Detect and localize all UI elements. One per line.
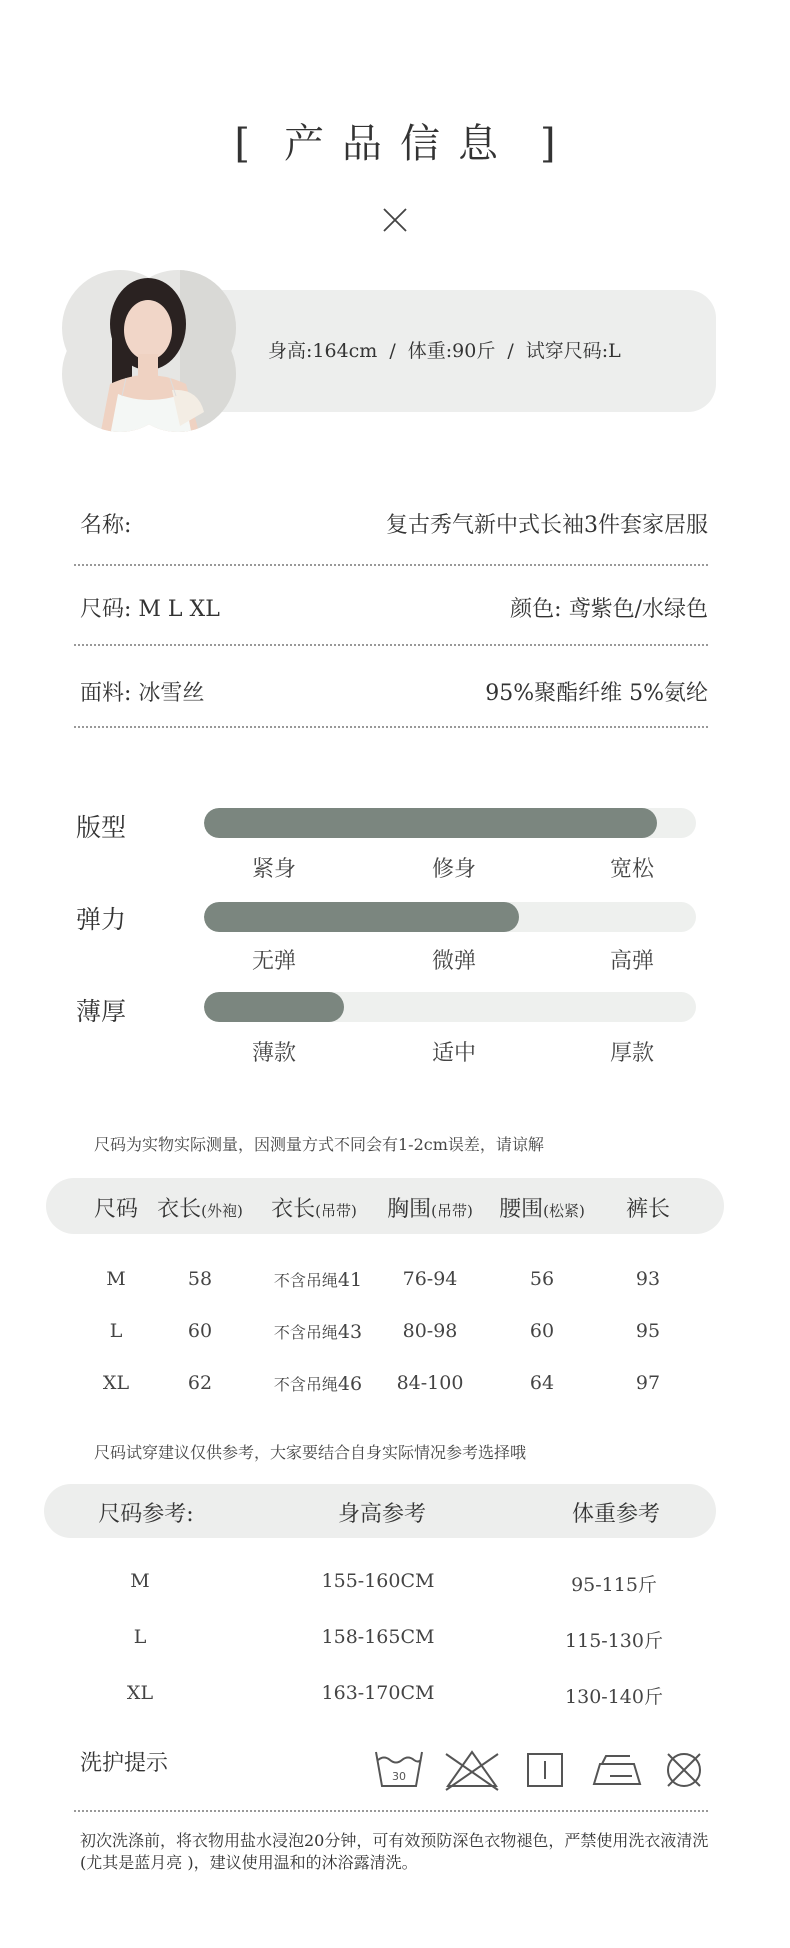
scale-track	[204, 808, 696, 838]
dotted-divider	[74, 564, 708, 566]
cell-cami	[274, 1372, 362, 1395]
fabric-value: 95%聚酯纤维 5%氨纶	[485, 681, 708, 706]
cell-cami-value: 41	[337, 1269, 363, 1291]
ref-cell-weight: 115-130斤	[565, 1630, 663, 1652]
ref-cell-size: M	[130, 1570, 150, 1592]
header-sub: (松紧)	[543, 1202, 585, 1220]
size-label: 尺码: M L XL	[80, 597, 220, 622]
header-size	[94, 1192, 138, 1223]
cell-cami	[274, 1320, 362, 1343]
cell-cami-prefix: 不含吊绳	[273, 1271, 338, 1290]
scale-fill	[204, 992, 344, 1022]
ref-header-weight: 体重参考	[571, 1502, 661, 1527]
cell-cami-value: 43	[337, 1321, 363, 1343]
name-value: 复古秀气新中式长袖3件套家居服	[386, 513, 708, 538]
care-icons	[372, 1748, 712, 1792]
ref-cell-height: 163-170CM	[321, 1682, 435, 1704]
cell-cami	[274, 1268, 362, 1291]
care-title: 洗护提示	[80, 1751, 169, 1776]
cell-pants: 97	[635, 1372, 661, 1394]
model-trial-size: 试穿尺码:L	[525, 340, 621, 362]
header-main: 胸围	[387, 1197, 432, 1222]
ref-header-size: 尺码参考:	[98, 1502, 194, 1527]
scale-tick: 适中	[431, 1041, 477, 1066]
scale-tick: 紧身	[251, 857, 297, 882]
header-main: 裤长	[625, 1197, 671, 1222]
separator: /	[389, 340, 396, 362]
ref-header-height: 身高参考	[337, 1502, 427, 1527]
scale-label: 薄厚	[76, 997, 127, 1026]
wash-30-icon	[376, 1752, 422, 1786]
ref-cell-height: 155-160CM	[321, 1570, 435, 1592]
scale-label: 弹力	[76, 905, 127, 934]
model-weight: 体重:90斤	[407, 340, 496, 362]
ref-cell-size: XL	[126, 1682, 154, 1704]
cell-size: L	[109, 1320, 123, 1342]
model-measurements	[268, 336, 621, 363]
header-main: 衣长	[271, 1197, 316, 1222]
ref-cell-height: 158-165CM	[321, 1626, 435, 1648]
scale-track	[204, 902, 696, 932]
header-sub: (吊带)	[315, 1202, 357, 1220]
scale-tick: 无弹	[251, 949, 297, 974]
bracket-left: [	[234, 121, 250, 167]
model-height: 身高:164cm	[268, 340, 378, 362]
cell-robe: 62	[187, 1372, 213, 1394]
scale-fill	[204, 902, 519, 932]
cell-chest: 84-100	[396, 1372, 464, 1394]
title-text: 产品信息	[284, 121, 516, 167]
scale-fill	[204, 808, 657, 838]
ref-cell-size: L	[133, 1626, 147, 1648]
cell-size: XL	[102, 1372, 130, 1394]
close-icon	[381, 206, 409, 234]
cell-robe: 58	[187, 1268, 213, 1290]
header-waist	[499, 1192, 585, 1223]
dotted-divider	[74, 644, 708, 646]
scale-tick: 微弹	[431, 949, 477, 974]
no-dryclean-icon	[668, 1754, 700, 1786]
cell-size: M	[106, 1268, 126, 1290]
cell-waist: 60	[529, 1320, 555, 1342]
cell-waist: 64	[529, 1372, 555, 1394]
scale-tick: 宽松	[609, 857, 655, 882]
line-dry-icon	[528, 1754, 562, 1786]
header-robe-length	[157, 1192, 243, 1223]
cell-cami-prefix: 不含吊绳	[273, 1323, 338, 1342]
cell-cami-prefix: 不含吊绳	[273, 1375, 338, 1394]
cell-cami-value: 46	[337, 1373, 363, 1395]
size-table-header	[46, 1178, 724, 1234]
cell-pants: 95	[635, 1320, 661, 1342]
scale-tick: 高弹	[609, 949, 655, 974]
scale-track	[204, 992, 696, 1022]
model-avatar	[60, 266, 238, 436]
cell-chest: 76-94	[402, 1268, 458, 1290]
color-label: 颜色: 鸢紫色/水绿色	[510, 597, 708, 622]
name-label: 名称:	[80, 513, 132, 538]
header-main: 腰围	[499, 1197, 544, 1222]
size-note: 尺码为实物实际测量，因测量方式不同会有1-2cm误差，请谅解	[94, 1135, 544, 1154]
separator: /	[507, 340, 514, 362]
ref-cell-weight: 95-115斤	[571, 1574, 657, 1596]
scale-tick: 厚款	[609, 1041, 655, 1066]
fabric-label: 面料: 冰雪丝	[80, 681, 205, 706]
cell-chest: 80-98	[402, 1320, 458, 1342]
header-cami-length	[271, 1192, 357, 1223]
iron-low-icon	[594, 1756, 640, 1784]
cell-waist: 56	[529, 1268, 555, 1290]
cell-robe: 60	[187, 1320, 213, 1342]
no-bleach-icon	[446, 1752, 498, 1790]
care-instructions: 初次洗涤前，将衣物用盐水浸泡20分钟，可有效预防深色衣物褪色，严禁使用洗衣液清洗(尤其是蓝月亮 )，建议使用温和的沐浴露清洗。	[80, 1831, 709, 1872]
bracket-right: ]	[540, 121, 556, 167]
page-title	[0, 112, 790, 169]
scale-label: 版型	[76, 813, 127, 842]
header-pants-length	[626, 1192, 670, 1223]
header-main: 尺码	[93, 1197, 139, 1222]
scale-tick: 薄款	[251, 1041, 297, 1066]
cell-pants: 93	[635, 1268, 661, 1290]
header-sub: (外袍)	[201, 1202, 243, 1220]
header-sub: (吊带)	[431, 1202, 473, 1220]
ref-cell-weight: 130-140斤	[565, 1686, 663, 1708]
header-main: 衣长	[157, 1197, 202, 1222]
ref-note: 尺码试穿建议仅供参考，大家要结合自身实际情况参考选择哦	[94, 1443, 527, 1462]
dotted-divider	[74, 1810, 708, 1812]
dotted-divider	[74, 726, 708, 728]
header-chest	[387, 1192, 473, 1223]
scale-tick: 修身	[431, 857, 477, 882]
wash-temp-label: 30	[392, 1770, 406, 1783]
